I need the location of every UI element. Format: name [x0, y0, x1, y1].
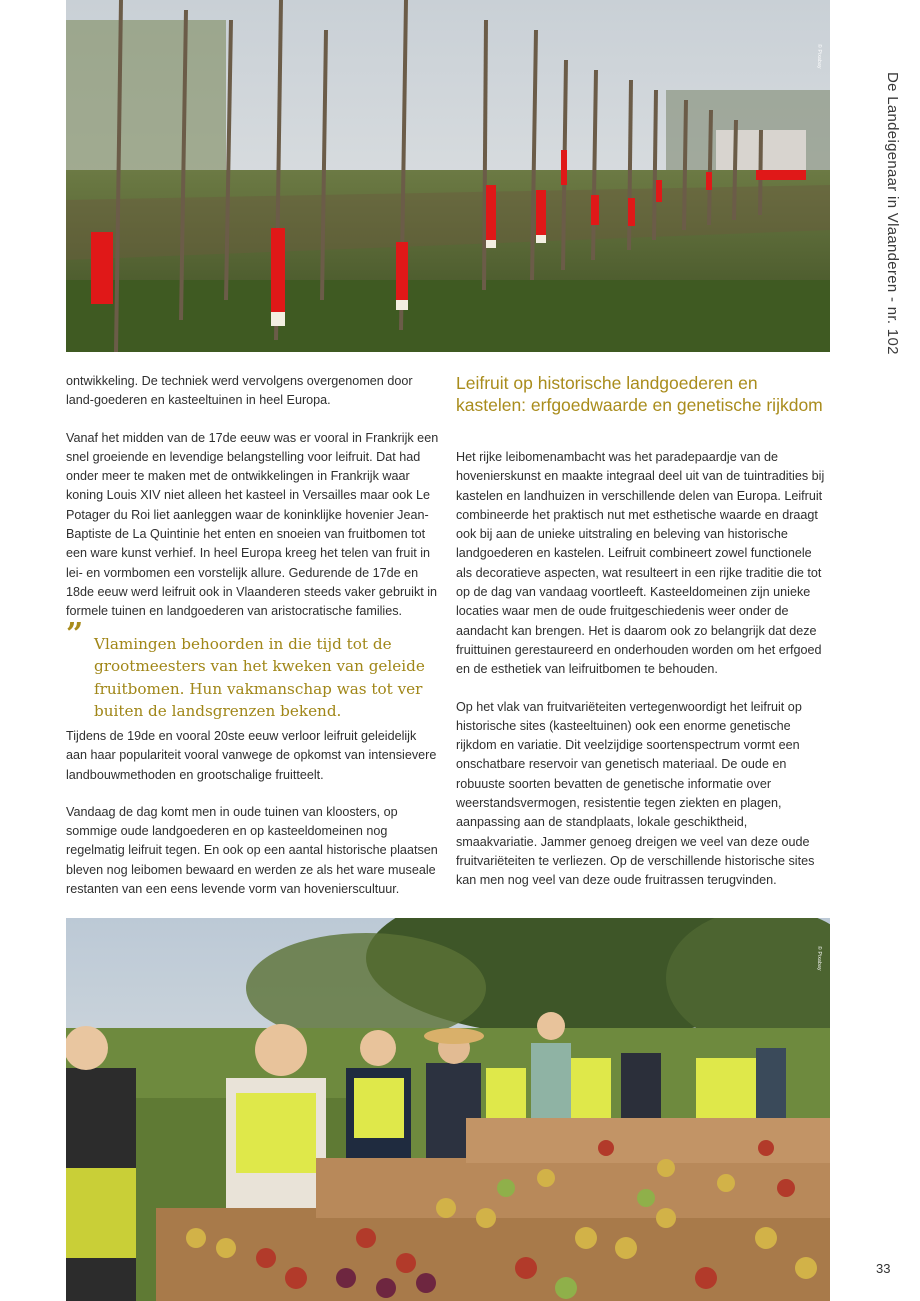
bottom-photo-credit: © Pixabay [816, 946, 822, 971]
paragraph-1: ontwikkeling. De techniek werd vervolgens overgenomen door land-goederen en kasteeltuinen in heel Europa. [66, 374, 413, 408]
children-apple-crates-photo [66, 918, 830, 1301]
magazine-title: De Landeigenaar in Vlaanderen - nr. 102 [884, 72, 901, 355]
article-left-column [66, 372, 439, 622]
paragraph-6: Op het vlak van fruitvariëteiten vertegenwoordigt het leifruit op historische sites (kasteeltuinen) ook een enorme genetische rijkdom en variatie. Dit veelzijdige soortenspectrum vormt een onschatbare reservoir van genetisch materiaal. De oude en robuuste soorten bevatten de genetische informatie over weerstandsvermogen, resistentie tegen ziekten en plagen, aanpassing aan de standplaats, lokale geschiktheid, smaakvariatie. Jammer genoeg dreigen we veel van deze oude fruitvariëteiten te verliezen. Op de verschillende historische sites kan men nog veel van deze oude fruitrassen terugvinden. [456, 699, 815, 888]
section-heading: Leifruit op historische landgoederen en kastelen: erfgoedwaarde en genetische rijkdom [456, 373, 823, 415]
orchard-photo-icon [66, 0, 830, 352]
orchard-photo [66, 0, 830, 352]
quote-mark-icon: ” [66, 617, 84, 652]
children-apple-crates-photo-icon [66, 918, 830, 1301]
page-number: 33 [876, 1261, 891, 1276]
paragraph-5: Het rijke leibomenambacht was het paradepaardje van de hovenierskunst en maakte integraal deel uit van de tuintradities bij kastelen en landhuizen in verschillende delen van Europa. Leifruit combineerde het praktisch nut met esthetische waarde en draagt ook bij aan de unieke uitstraling en beleving van historische landgoederen en kastelen. Leifruit combineert zowel functionele als decoratieve aspecten, wat resulteert in een rijke traditie die tot op de dag van vandaag voortleeft. Kasteeldomeinen zijn unieke locaties waar men de oude fruitgeschiedenis weer onder de aandacht kan brengen. Het is daarom ook zo belangrijk dat deze fruittuinen gerestaureerd en onderhouden worden om het erfgoed en de esthetiek van leifruitbomen te behouden. [456, 450, 825, 677]
paragraph-4: Vandaag de dag komt men in oude tuinen van kloosters, op sommige oude landgoederen en op kasteeldomeinen nog regelmatig leifruit tegen. En ook op een aantal historische plaatsen bleven nog leibomen bewaard en werden ze als het ware museale restanten van een eens levende vorm van hovenierscultuur. [66, 804, 438, 897]
paragraph-3: Tijdens de 19de en vooral 20ste eeuw verloor leifruit geleidelijk aan haar populariteit vooral vanwege de opkomst van intensievere landbouwmethoden en grootschalige fruitteelt. [66, 729, 437, 782]
article-right-column [456, 448, 830, 891]
top-photo-credit: © Pixabay [816, 44, 822, 69]
paragraph-2: Vanaf het midden van de 17de eeuw was er vooral in Frankrijk een snel groeiende en levendige belangstelling voor leifruit. Dat had onder meer te maken met de ontwikkelingen in Frankrijk waar koning Louis XIV niet alleen het kasteel in Versailles maar ook Le Potager du Roi liet aanleggen waar de koninklijke hovenier Jean-Baptiste de La Quintinie het enten en snoeien van fruitbomen tot een ware kunst verhief. In heel Europa kreeg het telen van fruit in lei- en vormbomen een vorstelijk allure. Gedurende de 17de en 18de eeuw werd leifruit ook in Vlaanderen steeds vaker gebruikt in formele tuinen en landgoederen van aristocratische families. [66, 430, 439, 619]
quote-text: Vlamingen behoorden in die tijd tot de grootmeesters van het kweken van geleide fruitbomen. Hun vakmanschap was tot ver buiten de landsgrenzen bekend. [94, 635, 425, 720]
article-left-column-continued [66, 727, 439, 899]
